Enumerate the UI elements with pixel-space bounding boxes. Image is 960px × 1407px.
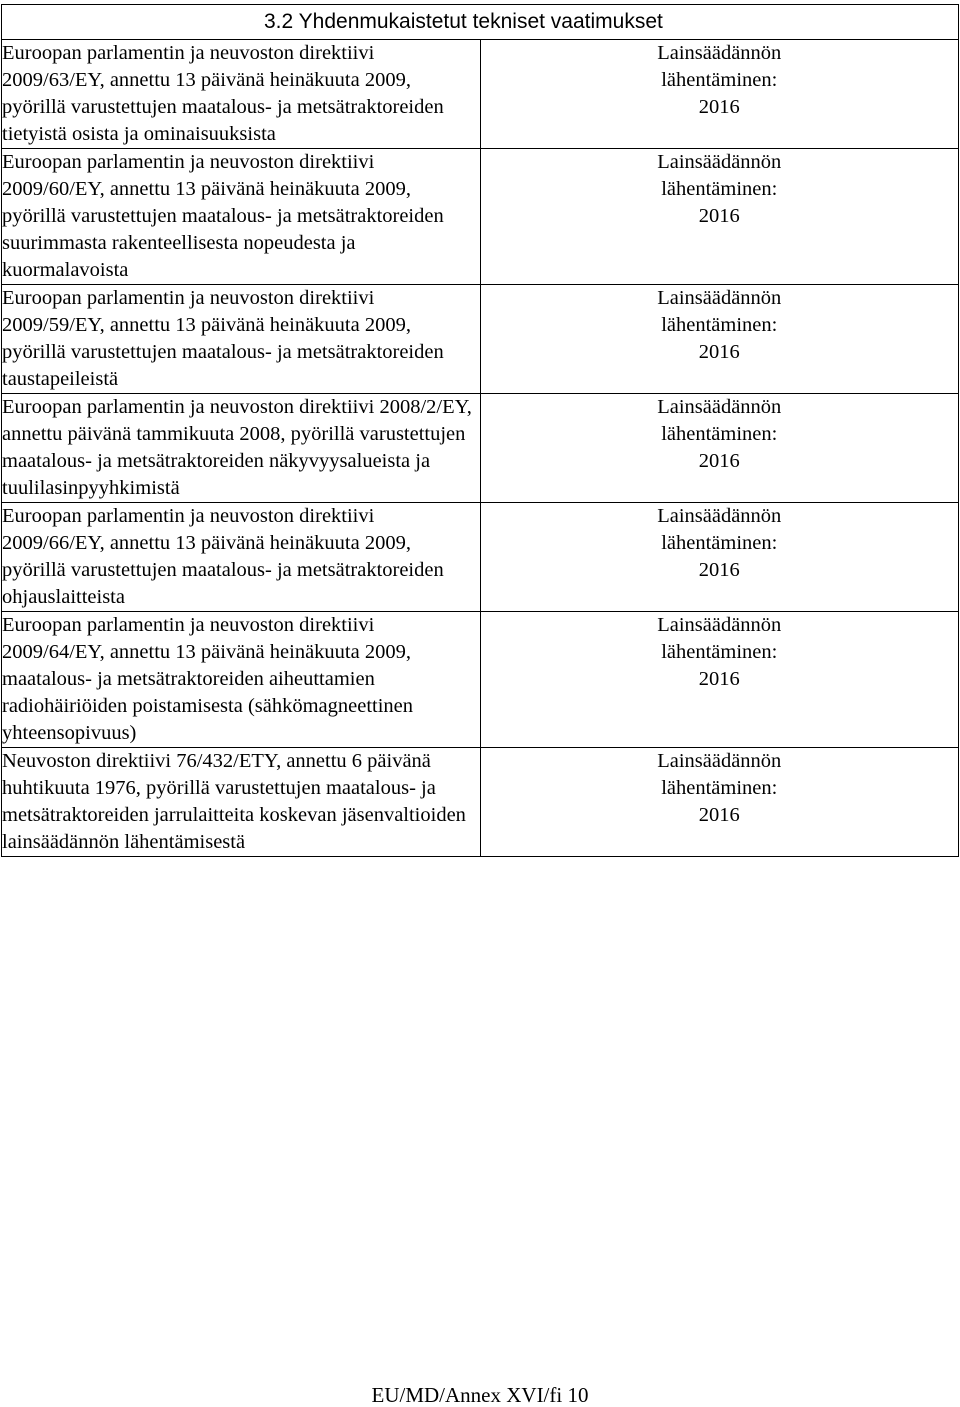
section-title: 3.2 Yhdenmukaistetut tekniset vaatimukset	[264, 10, 663, 33]
status-cell	[480, 40, 959, 149]
table-row	[2, 285, 959, 394]
page-footer-reference: EU/MD/Annex XVI/fi 10	[371, 1383, 589, 1407]
table-row	[2, 748, 959, 857]
status-label: Lainsäädännön	[657, 151, 782, 173]
directive-description: Euroopan parlamentin ja neuvoston direktiivi 2009/64/EY, annettu 13 päivänä heinäkuuta 2009, maatalous- ja metsätraktoreiden aiheuttamien radiohäiriöiden poistamisesta (sähkömagneettinen yhteensopivuus)	[2, 612, 481, 748]
status-label: Lainsäädännön	[657, 505, 782, 527]
status-year: 2016	[698, 668, 740, 690]
status-cell	[480, 748, 959, 857]
status-label: Lainsäädännön	[657, 614, 782, 636]
status-label: Lainsäädännön	[657, 287, 782, 309]
requirements-table	[1, 4, 959, 857]
table-row	[2, 612, 959, 748]
table-row	[2, 503, 959, 612]
directive-description: Euroopan parlamentin ja neuvoston direktiivi 2009/59/EY, annettu 13 päivänä heinäkuuta 2009, pyörillä varustettujen maatalous- ja metsätraktoreiden taustapeileistä	[2, 285, 481, 394]
status-cell	[480, 394, 959, 503]
table-row	[2, 40, 959, 149]
status-year: 2016	[698, 341, 740, 363]
status-label: Lainsäädännön	[657, 42, 782, 64]
status-year: 2016	[698, 804, 740, 826]
status-label: lähentäminen:	[661, 314, 778, 336]
status-label: lähentäminen:	[661, 532, 778, 554]
directive-description: Euroopan parlamentin ja neuvoston direktiivi 2009/60/EY, annettu 13 päivänä heinäkuuta 2009, pyörillä varustettujen maatalous- ja metsätraktoreiden suurimmasta rakenteellisesta nopeudesta ja kuormalavoista	[2, 149, 481, 285]
directive-description: Euroopan parlamentin ja neuvoston direktiivi 2008/2/EY, annettu päivänä tammikuuta 2008, pyörillä varustettujen maatalous- ja metsätraktoreiden näkyvyysalueista ja tuulilasinpyyhkimistä	[2, 394, 481, 503]
status-label: Lainsäädännön	[657, 396, 782, 418]
status-year: 2016	[698, 205, 740, 227]
status-cell	[480, 612, 959, 748]
directive-description: Neuvoston direktiivi 76/432/ETY, annettu 6 päivänä huhtikuuta 1976, pyörillä varustettujen maatalous- ja metsätraktoreiden jarrulaitteita koskevan jäsenvaltioiden lainsäädännön lähentämisestä	[2, 748, 481, 857]
status-cell	[480, 503, 959, 612]
status-label: lähentäminen:	[661, 178, 778, 200]
status-label: lähentäminen:	[661, 777, 778, 799]
status-label: lähentäminen:	[661, 423, 778, 445]
table-row	[2, 394, 959, 503]
table-heading-row	[2, 5, 959, 40]
status-label: lähentäminen:	[661, 641, 778, 663]
status-year: 2016	[698, 450, 740, 472]
status-year: 2016	[698, 96, 740, 118]
status-year: 2016	[698, 559, 740, 581]
heading-cell	[2, 5, 959, 40]
status-cell	[480, 285, 959, 394]
directive-description: Euroopan parlamentin ja neuvoston direktiivi 2009/66/EY, annettu 13 päivänä heinäkuuta 2009, pyörillä varustettujen maatalous- ja metsätraktoreiden ohjauslaitteista	[2, 503, 481, 612]
status-label: lähentäminen:	[661, 69, 778, 91]
directive-description: Euroopan parlamentin ja neuvoston direktiivi 2009/63/EY, annettu 13 päivänä heinäkuuta 2009, pyörillä varustettujen maatalous- ja metsätraktoreiden tietyistä osista ja ominaisuuksista	[2, 40, 481, 149]
status-label: Lainsäädännön	[657, 750, 782, 772]
table-row	[2, 149, 959, 285]
status-cell	[480, 149, 959, 285]
